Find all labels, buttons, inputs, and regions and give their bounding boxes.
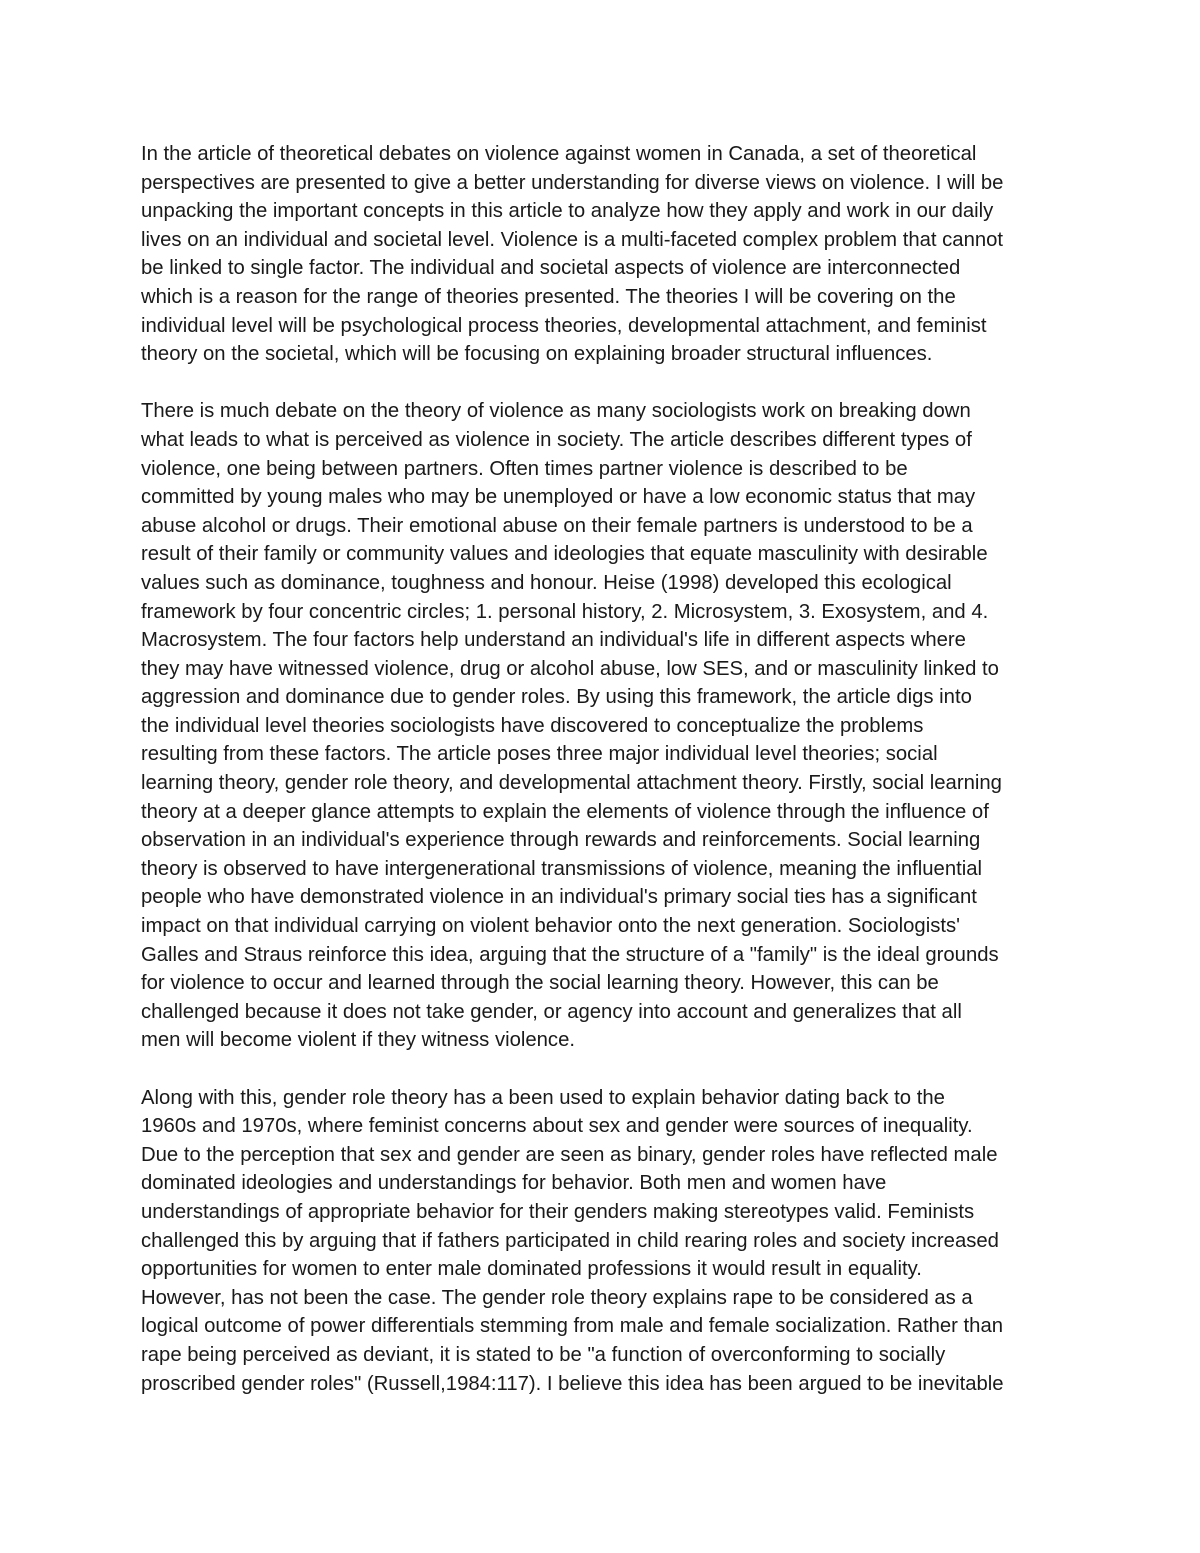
paragraph-line: logical outcome of power differentials stemming from male and female socialization. Rather than [141, 1315, 1004, 1338]
paragraph-2 [141, 397, 1071, 1055]
paragraph-line: result of their family or community values and ideologies that equate masculinity with desirable [141, 543, 988, 566]
paragraph-line: However, has not been the case. The gender role theory explains rape to be considered as a [141, 1286, 973, 1309]
paragraph-line: Galles and Straus reinforce this idea, arguing that the structure of a "family" is the ideal grounds [141, 943, 999, 966]
paragraph-line: aggression and dominance due to gender roles. By using this framework, the article digs into [141, 686, 972, 709]
paragraph-3 [141, 1084, 1071, 1399]
paragraph-line: for violence to occur and learned through the social learning theory. However, this can be [141, 972, 939, 995]
document-body [141, 140, 1071, 1398]
paragraph-line: In the article of theoretical debates on violence against women in Canada, a set of theoretical [141, 143, 977, 165]
paragraph-line: dominated ideologies and understandings for behavior. Both men and women have [141, 1172, 887, 1195]
paragraph-line: theory is observed to have intergenerational transmissions of violence, meaning the influential [141, 857, 983, 880]
paragraph-line: challenged this by arguing that if fathers participated in child rearing roles and society increased [141, 1229, 999, 1252]
paragraph-line: theory at a deeper glance attempts to explain the elements of violence through the influence of [141, 800, 989, 823]
paragraph-line: learning theory, gender role theory, and developmental attachment theory. Firstly, social learning [141, 772, 1002, 795]
paragraph-line: people who have demonstrated violence in an individual's primary social ties has a significant [141, 886, 977, 909]
paragraph-1 [141, 140, 1071, 369]
paragraph-line: violence, one being between partners. Often times partner violence is described to be [141, 457, 908, 480]
paragraph-line: opportunities for women to enter male dominated professions it would result in equality. [141, 1258, 922, 1281]
paragraph-line: impact on that individual carrying on violent behavior onto the next generation. Sociologists' [141, 915, 960, 938]
paragraph-line: challenged because it does not take gender, or agency into account and generalizes that all [141, 1000, 962, 1023]
paragraph-line: theory on the societal, which will be focusing on explaining broader structural influences. [141, 343, 933, 366]
paragraph-line: rape being perceived as deviant, it is stated to be "a function of overconforming to socially [141, 1343, 946, 1366]
paragraph-line: individual level will be psychological process theories, developmental attachment, and feminist [141, 314, 987, 337]
paragraph-line: resulting from these factors. The article poses three major individual level theories; social [141, 743, 938, 766]
paragraph-line: There is much debate on the theory of violence as many sociologists work on breaking down [141, 400, 971, 423]
paragraph-line: Macrosystem. The four factors help understand an individual's life in different aspects where [141, 629, 966, 652]
paragraph-line: they may have witnessed violence, drug or alcohol abuse, low SES, and or masculinity linked to [141, 657, 999, 680]
paragraph-line: what leads to what is perceived as violence in society. The article describes different types of [141, 428, 972, 451]
paragraph-line: unpacking the important concepts in this article to analyze how they apply and work in our daily [141, 200, 994, 223]
paragraph-line: observation in an individual's experience through rewards and reinforcements. Social learning [141, 829, 981, 852]
paragraph-line: perspectives are presented to give a better understanding for diverse views on violence. I will be [141, 171, 1004, 194]
paragraph-line: which is a reason for the range of theories presented. The theories I will be covering on the [141, 285, 956, 308]
paragraph-line: values such as dominance, toughness and honour. Heise (1998) developed this ecological [141, 571, 952, 594]
paragraph-line: the individual level theories sociologists have discovered to conceptualize the problems [141, 714, 924, 737]
paragraph-line: lives on an individual and societal level. Violence is a multi-faceted complex problem that cannot [141, 228, 1004, 251]
paragraph-line: framework by four concentric circles; 1. personal history, 2. Microsystem, 3. Exosystem, and 4. [141, 600, 989, 623]
paragraph-line: 1960s and 1970s, where feminist concerns about sex and gender were sources of inequality. [141, 1115, 973, 1138]
paragraph-line: committed by young males who may be unemployed or have a low economic status that may [141, 486, 976, 509]
paragraph-line: be linked to single factor. The individual and societal aspects of violence are interconnected [141, 257, 961, 280]
paragraph-line: men will become violent if they witness violence. [141, 1029, 575, 1052]
paragraph-line: abuse alcohol or drugs. Their emotional abuse on their female partners is understood to be a [141, 514, 973, 537]
paragraph-line: Due to the perception that sex and gender are seen as binary, gender roles have reflected male [141, 1143, 998, 1166]
paragraph-line: understandings of appropriate behavior for their genders making stereotypes valid. Feminists [141, 1200, 975, 1223]
paragraph-line: Along with this, gender role theory has a been used to explain behavior dating back to the [141, 1086, 945, 1109]
paragraph-line: proscribed gender roles" (Russell,1984:117). I believe this idea has been argued to be inevitable [141, 1372, 1004, 1395]
